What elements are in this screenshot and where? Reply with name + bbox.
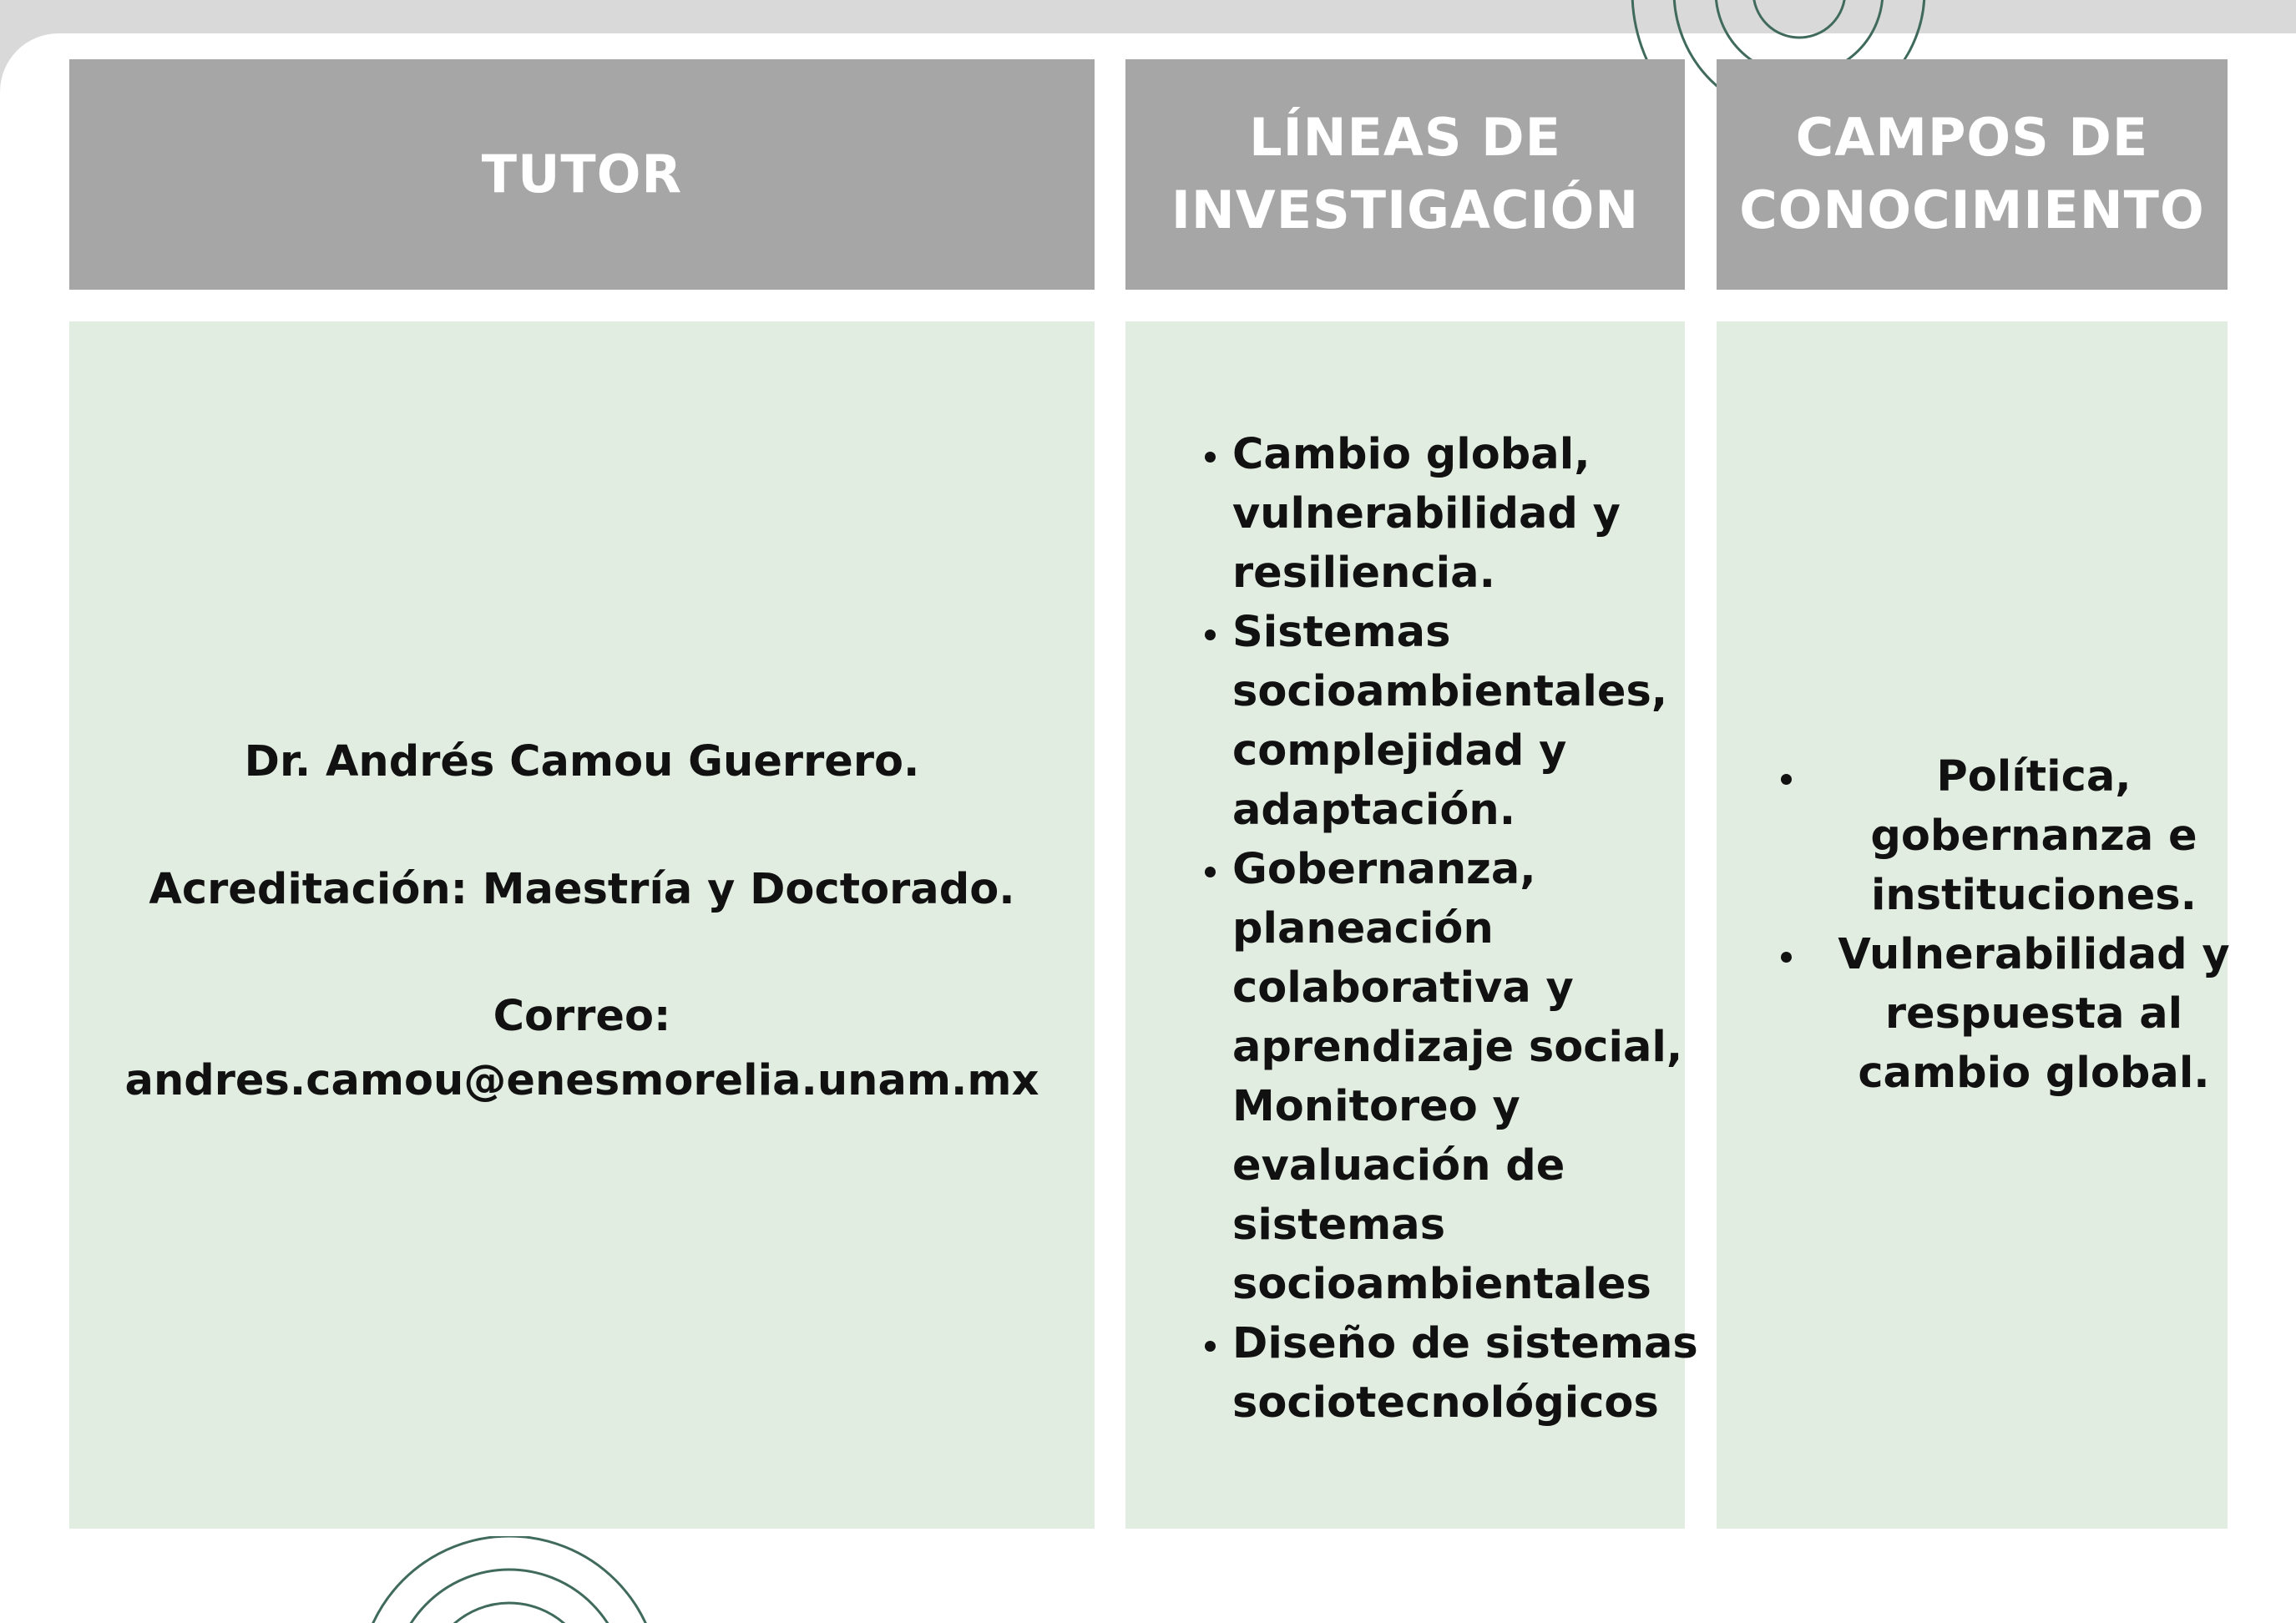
research-lines-list (1187, 425, 1725, 1433)
list-item: • Gobernanza, planeación colaborativa y aprendizaje social, Monitoreo y evaluación de sistemas socioambientales (1232, 840, 1725, 1314)
email-label: Correo: (493, 992, 671, 1041)
list-item: • Política, gobernanza e instituciones. (1808, 747, 2259, 925)
knowledge-fields-list (1770, 747, 2259, 1103)
header-tutor (69, 59, 1095, 290)
email-address[interactable]: andres.camou@enesmorelia.unam.mx (124, 1055, 1039, 1105)
list-item: • Diseño de sistemas sociotecnológicos (1232, 1314, 1725, 1433)
header-knowledge-fields-label: CAMPOS DE CONOCIMIENTO (1739, 107, 2205, 240)
tutor-accreditation: Acreditación: Maestría y Doctorado. (149, 864, 1015, 914)
header-tutor-label: TUTOR (481, 143, 683, 205)
tutor-info (69, 731, 1095, 1113)
header-knowledge-fields (1717, 59, 2228, 290)
list-item: • Cambio global, vulnerabilidad y resiliencia. (1232, 425, 1725, 603)
header-research-lines (1125, 59, 1685, 290)
research-lines-cell (1125, 321, 1698, 1529)
list-item: • Vulnerabilidad y respuesta al cambio global. (1808, 925, 2259, 1103)
header-research-lines-label: LÍNEAS DE INVESTIGACIÓN (1171, 107, 1640, 240)
tutor-name: Dr. Andrés Camou Guerrero. (244, 737, 920, 786)
tutor-contact (69, 985, 1095, 1113)
knowledge-fields-cell (1717, 321, 2228, 1529)
list-item: • Sistemas socioambientales, complejidad y adaptación. (1232, 603, 1725, 840)
tutor-cell (69, 321, 1095, 1529)
